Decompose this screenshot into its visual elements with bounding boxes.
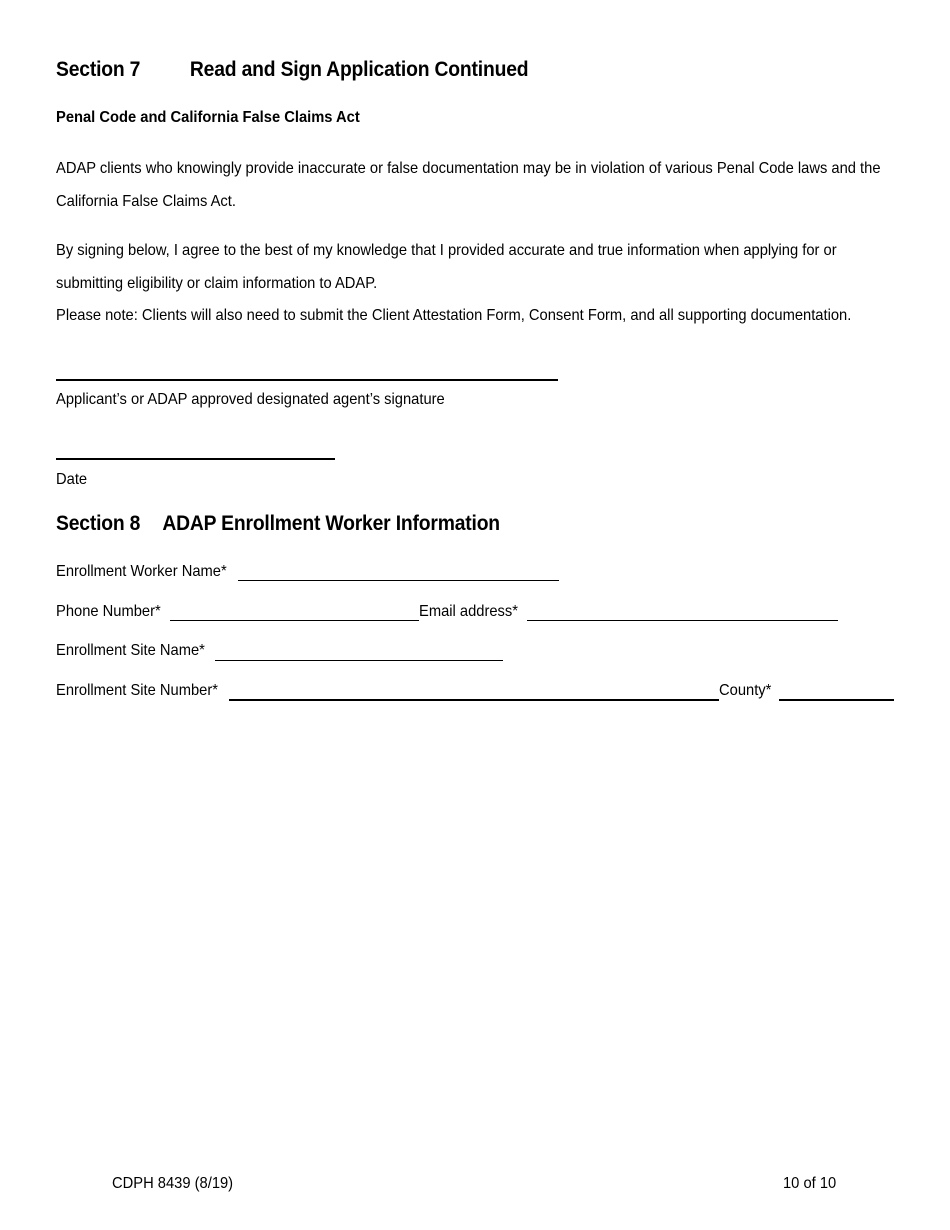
email-input[interactable]	[527, 602, 838, 621]
phone-label: Phone Number*	[56, 603, 161, 620]
section8-heading	[56, 512, 500, 536]
worker-name-label: Enrollment Worker Name*	[56, 563, 227, 580]
agreement-paragraph: By signing below, I agree to the best of my knowledge that I provided accurate and true information when applying for or submitting eligibility or claim information to ADAP.	[56, 242, 837, 292]
page-number: 10 of 10	[783, 1175, 837, 1192]
phone-input[interactable]	[170, 602, 419, 621]
site-number-label: Enrollment Site Number*	[56, 682, 218, 699]
site-number-input[interactable]	[229, 681, 719, 701]
date-field[interactable]	[56, 436, 335, 460]
section7-number: Section 7	[56, 58, 141, 81]
site-name-label: Enrollment Site Name*	[56, 642, 205, 659]
signature-field[interactable]	[56, 357, 558, 381]
county-input[interactable]	[779, 681, 894, 701]
section8-number: Section 8	[56, 512, 141, 535]
section8-title: ADAP Enrollment Worker Information	[162, 512, 500, 535]
form-id: CDPH 8439 (8/19)	[112, 1175, 234, 1192]
section7-title: Read and Sign Application Continued	[189, 58, 529, 81]
county-label: County*	[719, 682, 772, 699]
penal-code-subheading: Penal Code and California False Claims Act	[56, 109, 360, 126]
note-paragraph: Please note: Clients will also need to submit the Client Attestation Form, Consent Form, and all supporting documentation.	[56, 307, 852, 324]
site-name-input[interactable]	[215, 642, 503, 661]
email-label: Email address*	[419, 603, 519, 620]
section7-heading	[56, 58, 528, 82]
signature-label: Applicant’s or ADAP approved designated agent’s signature	[56, 391, 445, 408]
date-label: Date	[56, 471, 88, 488]
penal-code-paragraph: ADAP clients who knowingly provide inaccurate or false documentation may be in violation of various Penal Code laws and the California False Claims Act.	[56, 160, 881, 210]
worker-name-input[interactable]	[238, 562, 559, 581]
